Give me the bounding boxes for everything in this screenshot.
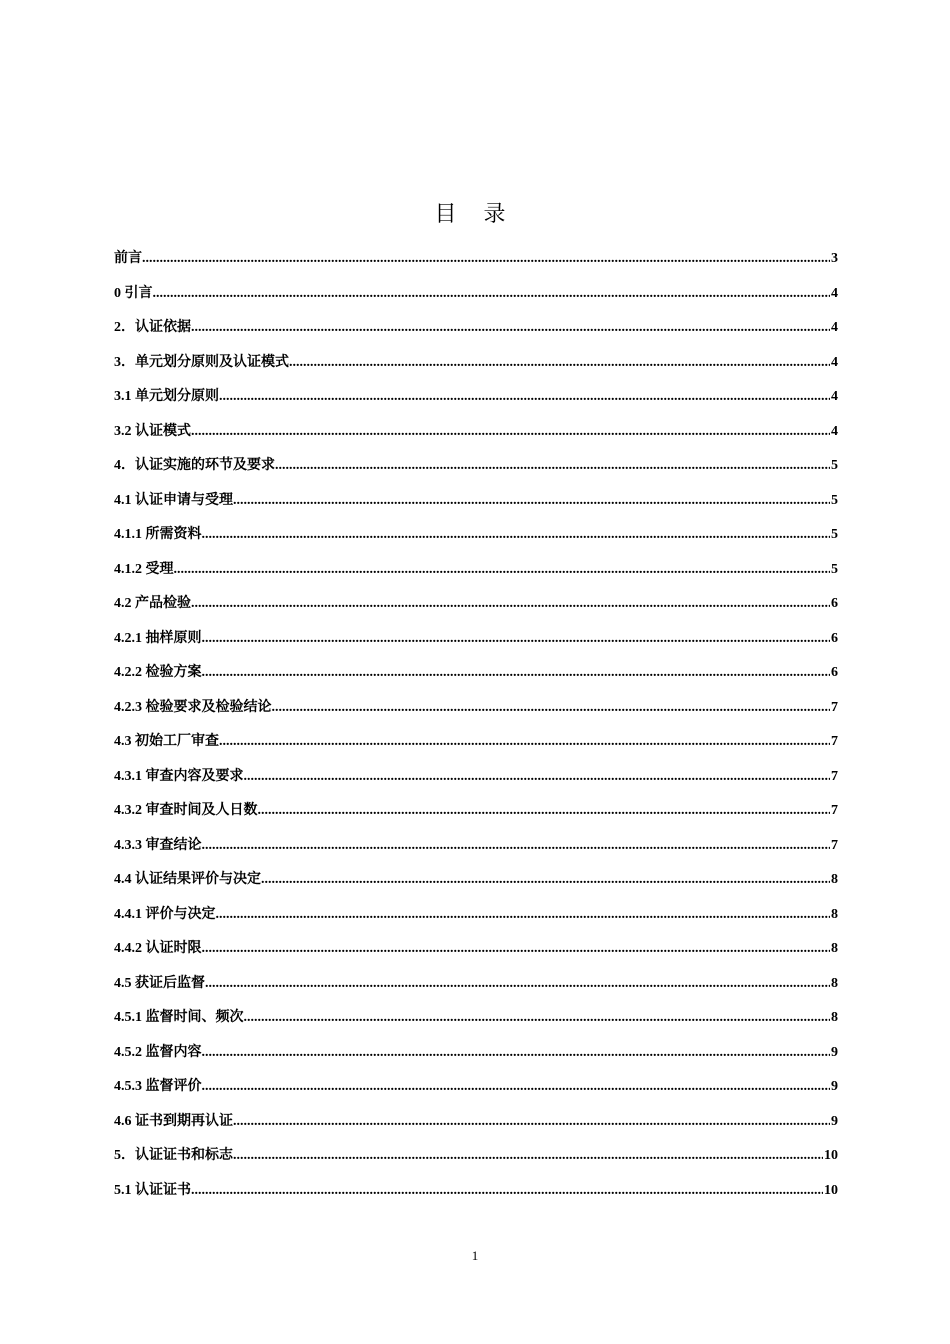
toc-entry[interactable] [114, 385, 838, 420]
toc-entry-label: 4.2 产品检验 [114, 596, 191, 611]
toc-entry[interactable] [114, 868, 838, 903]
toc-entry-label: 4.1.2 受理 [114, 561, 174, 577]
toc-entry[interactable] [114, 799, 838, 834]
toc-entry[interactable] [114, 1006, 838, 1041]
toc-entry[interactable] [114, 627, 838, 662]
toc-entry-label: 4.5.2 监督内容 [114, 1044, 202, 1060]
toc-entry-page: 7 [831, 734, 838, 749]
toc-entry-page: 4 [831, 285, 838, 301]
toc-leader-dots [233, 1114, 830, 1130]
toc-entry-page: 10 [824, 1182, 838, 1198]
toc-entry-label: 4.3.1 审查内容及要求 [114, 768, 244, 784]
toc-entry-page: 7 [831, 768, 838, 784]
toc-entry[interactable] [114, 558, 838, 593]
toc-entry-page: 7 [831, 837, 838, 853]
toc-leader-dots [191, 596, 830, 612]
toc-entry-page: 6 [831, 630, 838, 646]
toc-entry-page: 4 [831, 389, 838, 404]
toc-entry-label: 4.5.3 监督评价 [114, 1079, 202, 1094]
toc-leader-dots [261, 872, 830, 888]
toc-entry-label: 3.1 单元划分原则 [114, 389, 219, 404]
toc-entry-label: 4.1.1 所需资料 [114, 527, 202, 542]
toc-entry-page: 8 [831, 872, 838, 887]
toc-entry-page: 9 [831, 1079, 838, 1094]
toc-entry[interactable] [114, 420, 838, 455]
toc-entry-page: 6 [831, 596, 838, 611]
toc-entry-label: 4.2.1 抽样原则 [114, 630, 202, 646]
toc-entry[interactable] [114, 1179, 838, 1214]
toc-leader-dots [191, 320, 830, 336]
toc-leader-dots [216, 907, 831, 923]
toc-leader-dots [272, 700, 831, 716]
toc-leader-dots [258, 803, 831, 819]
toc-leader-dots [174, 562, 831, 578]
toc-entry-label: 4.3 初始工厂审查 [114, 734, 219, 749]
toc-entry[interactable] [114, 834, 838, 869]
toc-entry-page: 8 [831, 941, 838, 956]
toc-entry-page: 4 [831, 320, 838, 335]
toc-leader-dots [202, 941, 831, 957]
toc-leader-dots [233, 1148, 823, 1164]
toc-entry-page: 9 [831, 1044, 838, 1060]
toc-leader-dots [202, 1079, 831, 1095]
toc-entry-label: 3．单元划分原则及认证模式 [114, 354, 289, 370]
toc-leader-dots [202, 838, 831, 854]
toc-leader-dots [153, 286, 831, 302]
toc-entry-page: 8 [831, 906, 838, 922]
toc-entry-label: 4.4.1 评价与决定 [114, 906, 216, 922]
toc-entry[interactable] [114, 1144, 838, 1179]
toc-entry[interactable] [114, 489, 838, 524]
toc-entry[interactable] [114, 351, 838, 386]
toc-leader-dots [205, 976, 830, 992]
toc-entry[interactable] [114, 247, 838, 282]
toc-entry-page: 4 [831, 354, 838, 370]
toc-entry-page: 9 [831, 1113, 838, 1129]
toc-entry[interactable] [114, 1041, 838, 1076]
toc-title: 目 录 [434, 202, 516, 227]
toc-entry-page: 5 [831, 458, 838, 473]
toc-leader-dots [191, 1183, 823, 1199]
toc-entry-label: 3.2 认证模式 [114, 423, 191, 439]
toc-entry-label: 4.3.2 审查时间及人日数 [114, 803, 258, 818]
toc-entry-label: 2．认证依据 [114, 320, 191, 335]
toc-entry-label: 0 引言 [114, 285, 153, 301]
toc-leader-dots [244, 769, 831, 785]
toc-entry[interactable] [114, 316, 838, 351]
toc-leader-dots [219, 734, 830, 750]
toc-entry-page: 6 [831, 665, 838, 680]
toc-leader-dots [289, 355, 830, 371]
toc-leader-dots [191, 424, 830, 440]
toc-entry-page: 5 [831, 527, 838, 542]
toc-entry[interactable] [114, 972, 838, 1007]
toc-entry[interactable] [114, 937, 838, 972]
toc-leader-dots [202, 665, 831, 681]
toc-entry-label: 4.4.2 认证时限 [114, 941, 202, 956]
toc-entry-label: 4.2.3 检验要求及检验结论 [114, 699, 272, 715]
toc-entry[interactable] [114, 1075, 838, 1110]
toc-entry-label: 5.1 认证证书 [114, 1182, 191, 1198]
toc-entry[interactable] [114, 696, 838, 731]
toc-entry-page: 8 [831, 975, 838, 991]
toc-entry-label: 4.2.2 检验方案 [114, 665, 202, 680]
toc-leader-dots [202, 527, 831, 543]
toc-entry-label: 4．认证实施的环节及要求 [114, 458, 275, 473]
toc-entry-page: 7 [831, 803, 838, 818]
toc-entry[interactable] [114, 903, 838, 938]
toc-entry-page: 3 [831, 251, 838, 266]
toc-entry-label: 4.3.3 审查结论 [114, 837, 202, 853]
toc-entry-page: 8 [831, 1010, 838, 1025]
toc-leader-dots [142, 251, 830, 267]
toc-entry-label: 4.5 获证后监督 [114, 975, 205, 991]
toc-entry[interactable] [114, 730, 838, 765]
toc-entry-label: 4.6 证书到期再认证 [114, 1113, 233, 1129]
toc-leader-dots [233, 493, 830, 509]
toc-entry-page: 5 [831, 492, 838, 508]
toc-entry[interactable] [114, 765, 838, 800]
toc-entry-page: 7 [831, 699, 838, 715]
toc-entry[interactable] [114, 523, 838, 558]
toc-entry-page: 5 [831, 561, 838, 577]
toc-entry-label: 4.4 认证结果评价与决定 [114, 872, 261, 887]
toc-entry[interactable] [114, 592, 838, 627]
table-of-contents [114, 247, 838, 1213]
toc-entry-label: 4.5.1 监督时间、频次 [114, 1010, 244, 1025]
toc-entry[interactable] [114, 661, 838, 696]
toc-entry[interactable] [114, 1110, 838, 1145]
toc-leader-dots [275, 458, 830, 474]
toc-entry[interactable] [114, 282, 838, 317]
toc-leader-dots [244, 1010, 831, 1026]
toc-entry-label: 5．认证证书和标志 [114, 1148, 233, 1163]
toc-leader-dots [202, 1045, 831, 1061]
toc-entry-label: 前言 [114, 251, 142, 266]
toc-entry-page: 4 [831, 423, 838, 439]
toc-leader-dots [202, 631, 831, 647]
page-number: 1 [471, 1248, 479, 1263]
toc-entry-page: 10 [824, 1148, 838, 1163]
toc-entry[interactable] [114, 454, 838, 489]
toc-leader-dots [219, 389, 830, 405]
toc-entry-label: 4.1 认证申请与受理 [114, 492, 233, 508]
